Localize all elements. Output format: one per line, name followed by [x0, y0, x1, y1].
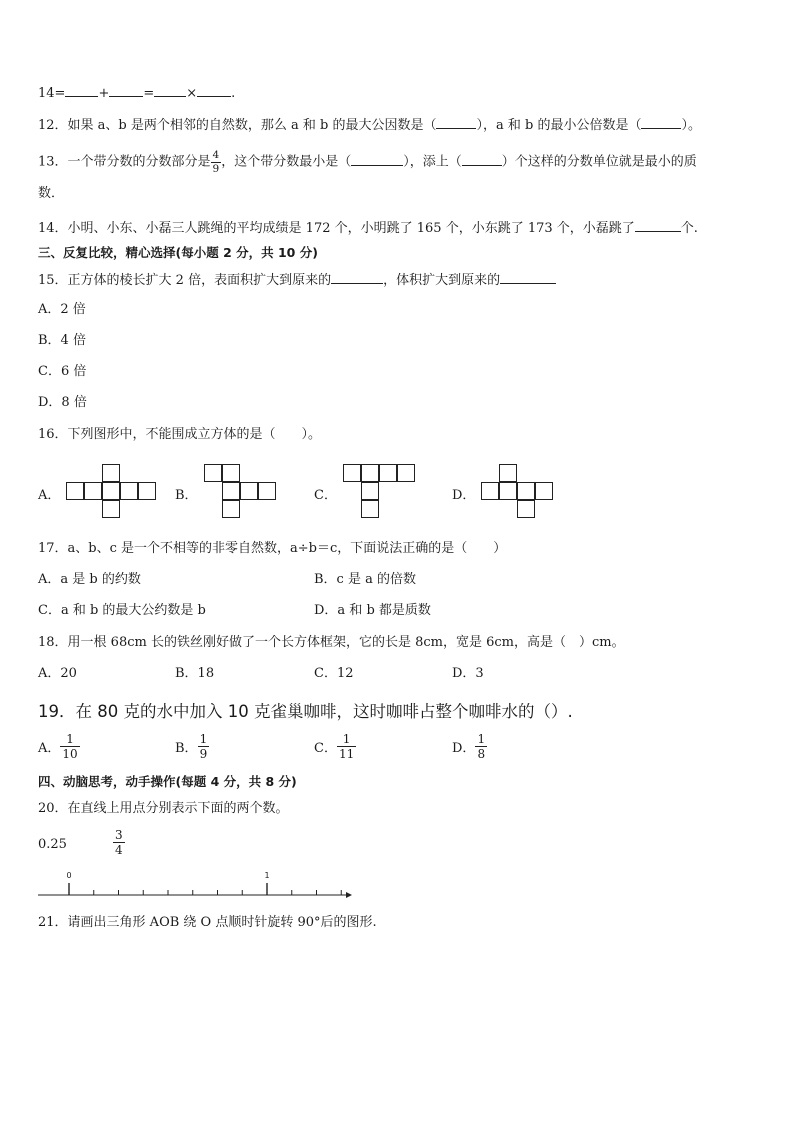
question-15: 15．正方体的棱长扩大 2 倍，表面积扩大到原来的 ，体积扩大到原来的 [38, 270, 556, 290]
option-d[interactable]: D． $\frac{1}{8}$ [452, 732, 486, 761]
net-square [66, 482, 84, 500]
option-d[interactable]: D．8 倍 [38, 395, 87, 410]
option-a[interactable]: A．2 倍 [38, 302, 86, 317]
question-16: 16．下列图形中，不能围成立方体的是（ ）。 [38, 427, 322, 442]
option-d[interactable]: D．3 [452, 666, 484, 681]
arrow-icon [346, 892, 352, 898]
answer-blank[interactable] [154, 83, 186, 97]
option-c[interactable]: C．6 倍 [38, 364, 87, 379]
question-20: 20．在直线上用点分别表示下面的两个数。 [38, 801, 289, 816]
answer-blank[interactable] [641, 115, 681, 129]
answer-blank[interactable] [331, 270, 383, 284]
cube-net-a[interactable] [66, 464, 156, 520]
option-c[interactable]: C． $\frac{1}{11}$ [314, 732, 355, 761]
fraction: $\frac{1}{11}$ [338, 732, 355, 761]
option-d-label[interactable]: D． [452, 488, 476, 503]
tick-marks [69, 883, 341, 895]
cube-net-d[interactable] [481, 464, 553, 520]
net-square [204, 464, 222, 482]
section-heading-4: 四、动脑思考，动手操作(每题 4 分，共 8 分) [38, 774, 297, 789]
answer-blank[interactable] [436, 115, 476, 129]
option-d[interactable]: D．a 和 b 都是质数 [314, 603, 431, 618]
option-a[interactable]: A．a 是 b 的约数 [38, 572, 141, 587]
option-a-label[interactable]: A． [38, 488, 61, 503]
net-square [343, 464, 361, 482]
net-square [222, 464, 240, 482]
cube-net-b[interactable] [204, 464, 276, 520]
answer-blank[interactable] [351, 152, 403, 166]
option-b[interactable]: B．4 倍 [38, 333, 86, 348]
answer-blank[interactable] [109, 83, 143, 97]
net-square [397, 464, 415, 482]
net-square [361, 500, 379, 518]
option-c[interactable]: C．a 和 b 的最大公约数是 b [38, 603, 206, 618]
net-square [517, 482, 535, 500]
net-square [120, 482, 138, 500]
question-21: 21．请画出三角形 AOB 绕 O 点顺时针旋转 90°后的图形. [38, 915, 377, 930]
answer-blank[interactable] [462, 152, 502, 166]
question-14: 14．小明、小东、小磊三人跳绳的平均成绩是 172 个，小明跳了 165 个，小东跳了 173 个，小磊跳了 个. [38, 218, 698, 238]
answer-blank[interactable] [635, 218, 681, 232]
question-13-continued: 数． [38, 186, 65, 201]
fraction: $\frac{1}{10}$ [62, 732, 78, 761]
tick-label-0: 0 [66, 871, 72, 880]
option-b[interactable]: B．18 [175, 666, 215, 681]
net-square [222, 500, 240, 518]
net-square [499, 464, 517, 482]
net-square [361, 464, 379, 482]
net-square [535, 482, 553, 500]
net-square [481, 482, 499, 500]
net-square [258, 482, 276, 500]
net-square [84, 482, 102, 500]
question-13: 13．一个带分数的分数部分是 $\frac{4}{9}$ ，这个带分数最小是（ ），添上（ ）个这样的分数单位就是最小的质 [38, 149, 697, 175]
option-c[interactable]: C．12 [314, 666, 354, 681]
option-b[interactable]: B．c 是 a 的倍数 [314, 572, 416, 587]
question-17: 17．a、b、c 是一个不相等的非零自然数，a÷b＝c，下面说法正确的是（ ） [38, 541, 507, 556]
value-fraction [113, 829, 125, 856]
fraction: $\frac{1}{8}$ [477, 732, 486, 761]
q11-equation: 14= + = × . [38, 83, 235, 103]
question-18: 18．用一根 68cm 长的铁丝刚好做了一个长方体框架，它的长是 8cm，宽是 6cm，高是（ ）cm。 [38, 635, 625, 650]
fraction: $\frac{4}{9}$ [212, 149, 220, 175]
net-square [102, 500, 120, 518]
net-square [499, 482, 517, 500]
net-square [361, 482, 379, 500]
option-a[interactable]: A． $\frac{1}{10}$ [38, 732, 78, 761]
cube-net-c[interactable] [343, 464, 415, 520]
net-square [517, 500, 535, 518]
net-square [102, 464, 120, 482]
fraction: $\frac{3}{4}$ [115, 828, 123, 857]
tick-label-1: 1 [264, 871, 270, 880]
value-decimal: 0.25 [38, 837, 67, 852]
answer-blank[interactable] [500, 270, 556, 284]
net-square [102, 482, 120, 500]
net-square [222, 482, 240, 500]
net-square [138, 482, 156, 500]
section-heading-3: 三、反复比较，精心选择(每小题 2 分，共 10 分) [38, 245, 318, 260]
number-line[interactable] [30, 866, 360, 906]
net-square [240, 482, 258, 500]
answer-blank[interactable] [197, 83, 231, 97]
net-square [379, 464, 397, 482]
option-a[interactable]: A．20 [38, 666, 77, 681]
option-b-label[interactable]: B． [175, 488, 198, 503]
question-12: 12．如果 a、b 是两个相邻的自然数，那么 a 和 b 的最大公因数是（ ），a 和 b 的最小公倍数是（ ）。 [38, 115, 701, 135]
fraction: $\frac{1}{9}$ [199, 732, 208, 761]
option-c-label[interactable]: C． [314, 488, 337, 503]
answer-blank[interactable] [65, 83, 98, 97]
option-b[interactable]: B． $\frac{1}{9}$ [175, 732, 208, 761]
question-19: 19．在 80 克的水中加入 10 克雀巢咖啡，这时咖啡占整个咖啡水的（）. [38, 702, 573, 721]
